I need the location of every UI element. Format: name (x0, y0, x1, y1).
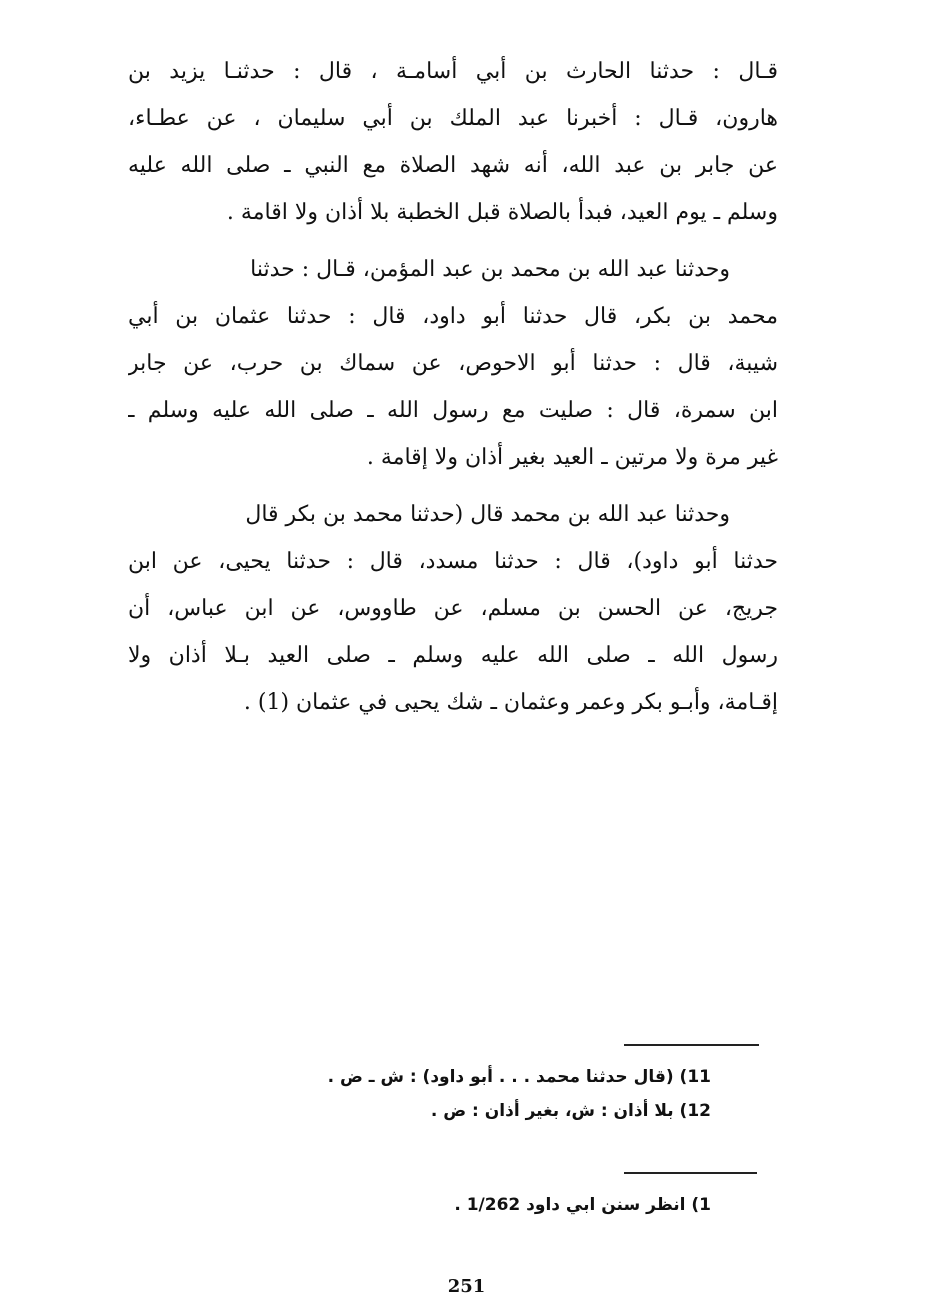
footnotes (454, 1188, 711, 1222)
paragraph-1 (128, 48, 778, 236)
text-line: عن جابر بن عبد الله، أنه شهد الصلاة مع النبي ـ صلى الله عليه (128, 153, 778, 178)
variant-notes (328, 1060, 711, 1128)
paragraph-gap (128, 481, 778, 491)
text-line: جريج، عن الحسن بن مسلم، عن طاووس، عن ابن عباس، أن (128, 596, 778, 621)
variant-note: 11) (قال حدثنا محمد . . . أبو داود) : ش ـ ض . (327, 1067, 711, 1087)
page-number: 251 (447, 1276, 486, 1297)
paragraph-gap (128, 236, 778, 246)
paragraph-3 (128, 491, 778, 726)
text-line: ابن سمرة، قال : صليت مع رسول الله ـ صلى الله عليه وسلم ـ (128, 398, 778, 423)
variant-note: 12) بلا أذان : ش، بغير أذان : ض . (430, 1101, 711, 1121)
footnotes-divider (624, 1172, 757, 1174)
variant-notes-divider (624, 1044, 759, 1046)
text-line: وحدثنا عبد الله بن محمد قال (حدثنا محمد بن بكر قال (245, 502, 730, 527)
paragraph-2 (128, 246, 778, 481)
text-line: حدثنا أبو داود)، قال : حدثنا مسدد، قال : حدثنا يحيى، عن ابن (128, 549, 778, 574)
text-line: رسول الله ـ صلى الله عليه وسلم ـ صلى العيد بـلا أذان ولا (128, 643, 778, 668)
text-line: شيبة، قال : حدثنا أبو الاحوص، عن سماك بن حرب، عن جابر (128, 351, 778, 376)
text-line: إقـامة، وأبـو بكر وعمر وعثمان ـ شك يحيى في عثمان (1) . (243, 690, 778, 715)
text-line: وحدثنا عبد الله بن محمد بن عبد المؤمن، قـال : حدثنا (250, 257, 730, 282)
footnote: 1) انظر سنن ابي داود 1/262 . (454, 1195, 711, 1215)
main-text (128, 48, 778, 726)
text-line: هارون، قـال : أخبرنا عبد الملك بن أبي سليمان ، عن عطـاء، (128, 106, 778, 131)
text-line: غير مرة ولا مرتين ـ العيد بغير أذان ولا إقامة . (366, 445, 778, 470)
text-line: قـال : حدثنا الحارث بن أبي أسامـة ، قال : حدثنـا يزيد بن (128, 59, 778, 84)
text-line: وسلم ـ يوم العيد، فبدأ بالصلاة قبل الخطبة بلا أذان ولا اقامة . (226, 200, 778, 225)
text-line: محمد بن بكر، قال حدثنا أبو داود، قال : حدثنا عثمان بن أبي (128, 304, 778, 329)
